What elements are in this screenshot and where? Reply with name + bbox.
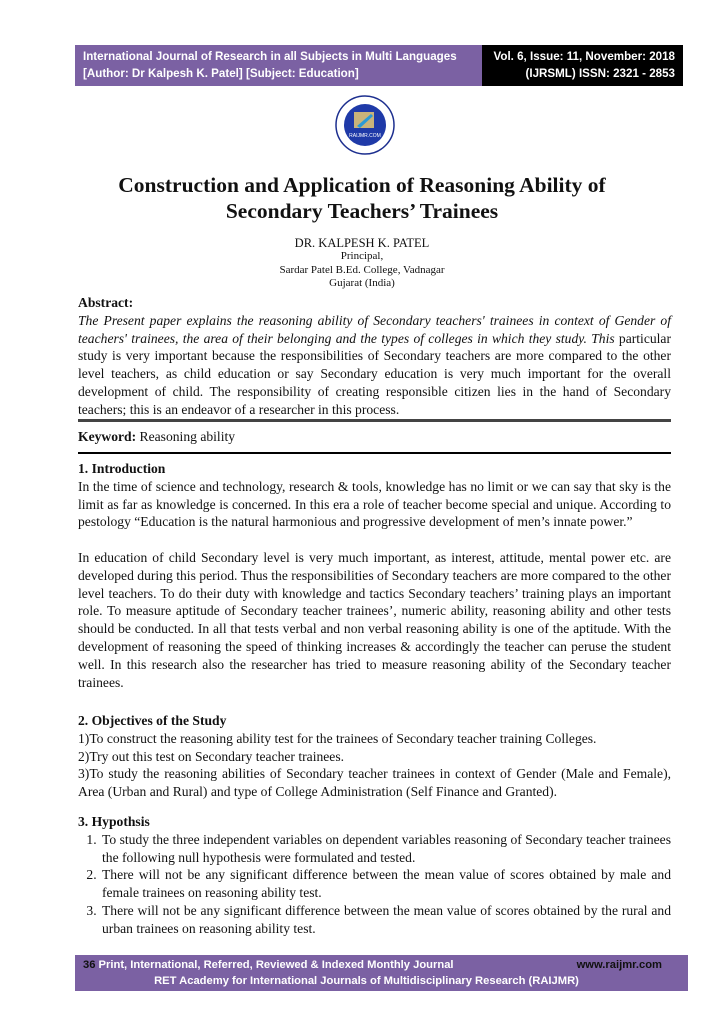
objectives-heading: 2. Objectives of the Study (78, 713, 227, 728)
author-name: DR. KALPESH K. PATEL (294, 236, 430, 250)
objective-item: 2)Try out this test on Secondary teacher trainees. (78, 748, 345, 764)
volume-issue: Vol. 6, Issue: 11, November: 2018 (493, 50, 675, 63)
journal-name: International Journal of Research in all Subjects in Multi Languages (83, 50, 457, 63)
hypothesis-list (78, 831, 671, 938)
journal-header (75, 45, 683, 86)
footer-tagline: Print, International, Referred, Reviewed & Indexed Monthly Journal (95, 959, 454, 971)
author-subject: [Author: Dr Kalpesh K. Patel] [Subject: Education] (83, 67, 359, 80)
author-role: Principal, (340, 250, 384, 262)
journal-header-left (75, 45, 482, 86)
abstract-italic: The Present paper explains the reasoning ability of Secondary teachers' trainees in context of Gender of teachers' trainees, the area of their belonging and the types of colleges in which they study. This (78, 312, 671, 346)
objectives-section (78, 712, 671, 801)
issn: (IJRSML) ISSN: 2321 - 2853 (525, 67, 675, 80)
author-location: Gujarat (India) (329, 277, 395, 289)
introduction-para-2: In education of child Secondary level is very much important, as interest, attitude, mental power etc. are developed during this period. Thus the responsibilities of Secondary teachers are more compared to the other level teachers. To do their duty with knowledge and tactics Secondary teachers’ training plays an important role. To measure aptitude of Secondary teacher trainees’, numeric ability, reasoning ability and other tests should be conducted. In all that tests verbal and non verbal reasoning ability is one of the aptitude. With the development of reasoning the speed of thinking increases & accordingly the teacher can peruse the student well. In this research also the researcher has tried to measure reasoning ability of the Secondary teacher trainees. (78, 549, 671, 690)
introduction-section (78, 460, 671, 691)
hypothesis-item: 1. To study the three independent variables on dependent variables reasoning of Secondary teacher trainees the following null hypothesis were formulated and tested. (100, 831, 671, 867)
hypothesis-heading: 3. Hypothsis (78, 814, 150, 829)
footer-website-link[interactable]: www.raijmr.com (576, 959, 662, 971)
hypothesis-item: 3. There will not be any significant difference between the mean value of scores obtained by the rural and urban trainees on reasoning ability test. (100, 902, 671, 938)
hypothesis-item: 2. There will not be any significant difference between the mean value of scores obtained by male and female trainees on reasoning ability test. (100, 866, 671, 902)
abstract-text (78, 312, 671, 419)
divider-bottom (78, 452, 671, 454)
objective-item: 1)To construct the reasoning ability test for the trainees of Secondary teacher training Colleges. (78, 730, 597, 746)
keyword-value: Reasoning ability (136, 429, 236, 444)
journal-header-right (482, 45, 683, 86)
introduction-para-1: In the time of science and technology, research & tools, knowledge has no limit or we can say that sky is the limit as far as knowledge is concerned. In this era a role of teacher become special and unique. According to pestology “Education is the natural harmonious and progressive development of men’s innate power.” (78, 478, 671, 530)
title-line-2: Secondary Teachers’ Trainees (225, 199, 499, 223)
raijmr-seal-icon (335, 95, 395, 155)
abstract-heading: Abstract: (78, 295, 134, 310)
keyword-line (78, 428, 671, 446)
page-number: 36 (83, 959, 96, 971)
objective-item: 3)To study the reasoning abilities of Secondary teacher trainees in context of Gender (Male and Female), Area (Urban and Rural) and type of College Administration (Self Finance and Granted). (78, 766, 671, 800)
title-line-1: Construction and Application of Reasoning Ability of (118, 173, 606, 197)
introduction-heading: 1. Introduction (78, 461, 166, 476)
divider-top (78, 419, 671, 422)
journal-footer (75, 955, 688, 991)
svg-text:RAIJMR.COM: RAIJMR.COM (349, 133, 381, 139)
abstract-body: particular study is very important because the responsibilities of Secondary teachers are more compared to the other level teachers, as child education or say Secondary education is very much important for the overall development of child. The responsibility of creating responsible citizen lies in the hand of Secondary teachers; this is an endeavor of a researcher in this process. (78, 330, 671, 417)
author-block (80, 236, 644, 291)
abstract-section (78, 294, 671, 419)
paper-title (80, 172, 644, 224)
hypothesis-section (78, 813, 671, 938)
footer-publisher: RET Academy for International Journals of Multidisciplinary Research (RAIJMR) (154, 975, 579, 987)
author-institution: Sardar Patel B.Ed. College, Vadnagar (279, 263, 445, 276)
keyword-label: Keyword: (78, 429, 137, 444)
